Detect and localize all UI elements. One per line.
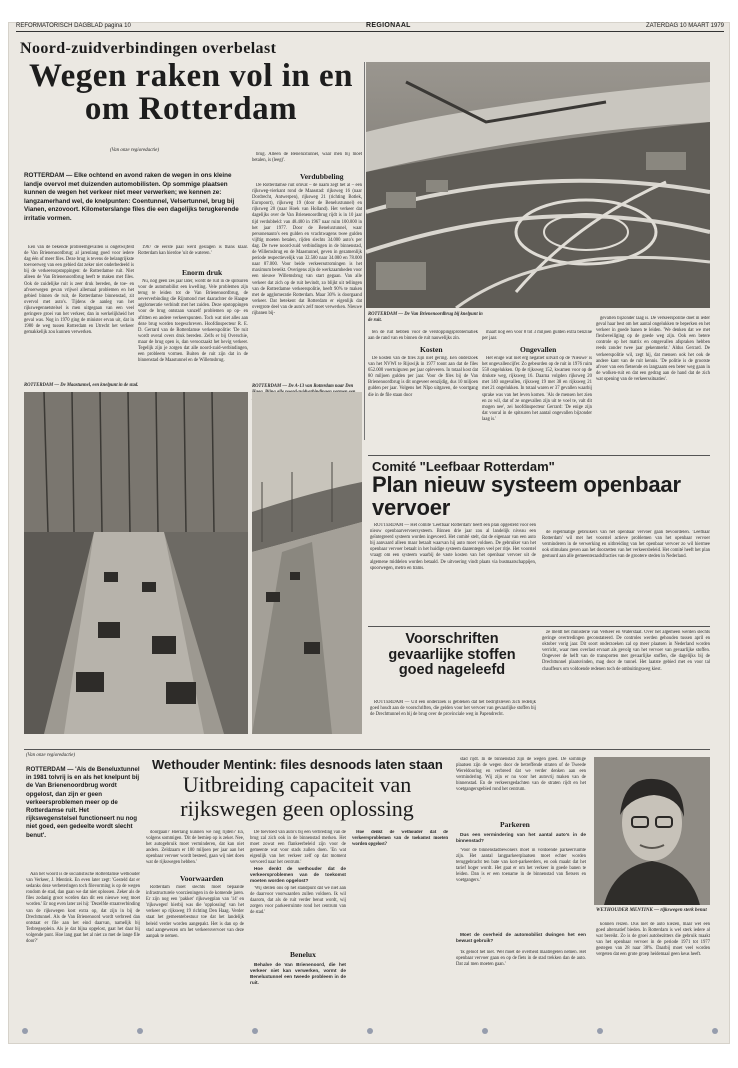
story2-column-1: ROTTERDAM — Het comité 'Leefbaar Rotterdam' heeft een plan opgesteld voor een nieuw openbaarvervoersysteem. Binnen drie jaar zou al landelijk niveau een geïntegreerd systeem worden ingevoerd. Het comité stelt, dat de eigenaar van een auto bij aanvaard alleen maar betaalt waarvan hij auto moet voldoen. De gebruiker van het openbaar vervoer betaalt in het huidige systeem daarentegen veel per ritje. Het voorstel vraagt om een systeem waarbij de vaste kosten van het openbaar vervoer uit de algemene middelen worden betaald. De uitvoering vindt plaats via busmaatschappijen, spoorwegen, metro en trams. [370,523,536,571]
photo-a13-highway [252,392,362,734]
story1-lead: ROTTERDAM — Elke ochtend en avond raken de wegen in ons kleine landje overvol met duizenden automobilisten. Op sommige plaatsen kunnen de wegen het verkeer niet meer verwerken; we kennen ze: langzamerhand wel, de knelpunten: Coentunnel, Velsertunnel, brug bij Vianen, enzovoort. Kilometerslange files die een dagelijks terugkerende irritatie vormen. [24,172,239,222]
punch-mark [367,1028,373,1034]
section-rule [24,749,710,750]
story1-column-2b: Nu, nog geen zes jaar later, wordt de ruit in de spitsuren voor de automobilist een kwelling. Vele problemen zijn terug te leiden tot de Van Brienenoordbrug, de oeververbinding die Rijnmond met daarachter de Haagse agglomeratie verbindt met het zuiden. Deze opstoppingen voor de brug ontstaan vanzelf problemen op op- en afritten en andere verkeerspunten. Toch wat niet alles aan deze brug worden toegeschreven. Hoofdinspecteur R. E. D. Gerrard van de Rotterdamse verkeerspolitie: 'De ruit wordt overal overs druk bereden. Zelfs er bij Overschie, maar de brug open is, dan veroorzaakt het hevig verkeer. Tegelijk zijn je zorgen dat alle noord-zuid-verbindingen, een probleem vormen. Buiten de ruit zijn dat in de binnenstad de Maastunnel en de Willemsbrug. [138,279,248,364]
story1-byline: (Van onze regioredactie) [110,148,160,153]
story1-subhead-kosten: Kosten [420,345,443,354]
story4-question-2: Dus een vermindering van het aantal auto's in de binnenstad? [456,832,586,844]
column-rule [364,62,365,440]
story1-kicker: Noord-zuidverbindingen overbelast [20,40,277,57]
story4-column-5: konnen reizen. Dus niet de auto kiezen, maar wel een goed alternatief bieden. In Rotterdam is wel sterk iedere al wat bereikt. Zo is de groei autobezitters die gebruik maakt van het openbaar vervoer in de periode 1971 tot 1977 gestegen van 28 naar 38%. Daarbij moet veel worden vergeten dat een grote groep heidemaal geen keus heeft. [596,922,710,958]
caption-brienenoord: ROTTERDAM — De Van Brienenoordbrug bij knelpunt in de ruit. [368,312,483,323]
story4-kicker: Wethouder Mentink: files desnoods laten staan [152,757,443,772]
photo-maastunnel-traffic [24,392,248,734]
story3-headline: Voorschriften gevaarlijke stoffen goed nageleefd [388,631,516,679]
punch-mark [137,1028,143,1034]
story4-headline: Uitbreiding capaciteit van rijkswegen geen oplossing [180,772,414,821]
box-rule [368,455,710,456]
story2-kicker: Comité "Leefbaar Rotterdam" [372,459,555,474]
story1-column-1: Een van de bekende probleemgevallen is ongetwijfeld de Van Brienenoordbrug; al jarenlang goed voor iedere dag één of meer files. Deze brug is tevens de belangrijkste toevoerweg van een gebied dat zeker niet onderbedeeld is bij de verkeersopstoppingen: de Rotterdamse ruit. Niet alleen de Van Brienenoordbrug heeft te maken met files. Ook de zuidelijke ruit is zeer druk bereden, de toe- en afvoerwegen gevan vrijwel allemaal problemen en het gebied binnen de ruit, de Rotterdamse binnenstad, zit overvol met auto's. Tijdens de aanleg van het rijkswegennetstelsel is men uitgegaan van een veel geringere groei van het verkeer, dan in werkelijkheid het geval was. Nog in 1970 ging de minister ervan uit, dat in 1980 de weg tussen Rotterdam en Utrecht het verkeer gemakkelijk zou kunnen verwerken. [24,245,134,336]
punch-mark [22,1028,28,1034]
story4-lead: ROTTERDAM — 'Als de Beneluxtunnel in 1981 tolvrij is en als het knelpunt bij de Van Brienenoordbrug wordt opgelost, dan zijn er geen verkeersproblemen meer op de Rotterdamse ruit. Het rijkswegenstelsel functioneert nu nog niet goed, een gedeelte wordt slecht benut'. [26,766,140,839]
caption-mentink: WETHOUDER MENTINK — rijkswegen sterk benut [596,908,707,913]
punch-mark [252,1028,258,1034]
story1-column-6: gevallen bijzonder laag is. De verkeerspolitie doet in ieder geval haar best om het aantal ongelukken te beperken en het verkeer in goede banen te leiden. 'We denken dat we met flexbeveiliging op de goede weg zijn. Ook een betere controle op het matrix en omgevallen afspraken hebben reeds zonder twee jaar gekenmerkt.' Aldus Gerrard. De verkeerspolitie wil, zegt hij, dat mensen ook het ook de andere kant van de ruit kennis. 'De politie is de grootste afvoer van een fietsende en langzaam een beter weg gaan in de wolken-ruit en dat een gedrag aan de hand dat de zich wat opening van de verkeerssituaties'. [596,316,710,382]
masthead [16,20,724,32]
story4-subhead-benelux: Benelux [290,950,316,959]
story4-column-1: Aan het woord is de socialistische Rotterdamse wethouder van Verkeer, J. Mentink. En even later zegt: 'Gesteld dat er sedanks deze verbeteringen toch filevorming is op de wegen rondom de stad, dan gaan we dat niet oplossen. Zeker als de files zodanig groot worden dan dit een nieuwe weg moet worden.' Er nog even later zei hij: 'Dezelfde straatverbinding van de rijkswegen kost extra op, dat zijn in bij de Drechttunnel. Als de Van Brienenoord wordt verbreed dan ontstaat er file aan het eind daarvan, namelijk bij Terbregseplein. Als je dat bijna opgelost, gaat het daar bij volgende punt. Hoe lang gaat het al niet zo met de lange file door?' [26,872,140,945]
story4-column-2b: Rotterdam moet slechts moet bepaalde infrastructurele voorzieningen in de komende jaren. Er zijn nog een 'pakket' rijkswegplan van '14' en 'rijkswegen' hierbij was die 'opplossing' van het verkeer op rijksweg 19 richting Den Haag. Verder staat het gemeentebestuur toe dat het landelijk beleid verder worden aangepakt. Het is dan op de stad aangewezen om het verkeersvervoer van deze aanpak te nemen. [146,885,244,939]
punch-mark [712,1028,718,1034]
caption-a13: ROTTERDAM — De A-13 van Rotterdam naar Den [252,384,354,389]
story1-column-5: Het enige wat niet erg negatief uitvalt op de 'Nieuwe' is het ongevallencijfer. Zo gebeurden op de ruit in 1976 ruim 550 ongelukken. Op de rijksweg 152, kwamen voor op de drukste weg, rijksweg 16. Daarna volgden rijksweg 20 met 140 ongevallen, rijksweg 19 met 38 en rijksweg 21 met 21 ongelukken. In totaal waren er 37 gevallen waarbij sprake was van het leven komen. 'Als de mensen het zien en zo wil, dat of ze ongevallen zijn uit te voel te, valt dit mogen nee', zei hoofdinspecteur Gerrard: 'De enige zijn dat vooral in de spitsuren het aantal ongevallen bijzonder laag is.' [482,356,592,422]
story1-subhead-ongevallen: Ongevallen [520,345,557,354]
story1-column-4a: ten de ruit hebben voor de verstoppingsproblematiek aan de rand van en binnen de ruit nauwelijks zin. [368,330,478,342]
story4-column-4c: 'Ik geloof het niet. Wel moet de overheid maatregelen nemen. Het openbaar vervoer gaan en op de fiets in de stad trekken dan de auto. Dat zal men moeten gaan.' [456,950,586,968]
story2-headline: Plan nieuw systeem openbaar vervoer [372,472,681,520]
story3-column-1: ROTTERDAM — Uit een onderzoek is gebleken dat het bedrijfsleven zich redelijk goed houdt aan de voorschriften, die gelden voor het vervoer van gevaarlijke stoffen bij de Drechttunnel en bij de brug over de provinciale weg in Papendrecht. [370,700,536,718]
story1-column-3a: brug. Alleen de Beneluxtunnel, waar men bij moet betalen, is (leeg)'. [252,152,362,164]
story1-column-3: De Rotterdamse ruit omvat – de naam zegt het al – een rijksweg-vierkant rond de Maasstad: rijksweg 16 (naar Dordrecht, Antwerpen), rijksweg 21 (richting Botlek, Europoort), rijksweg 19 (door de Beneluxtunnel) en rijksweg 20 (naar Hoek van Holland). Het verkeer dat dagelijks over de Van Brienenoordbrug rijdt is in 10 jaar tijd verdubbeld: van 48.400 in 1967 naar ruim 100.000 in het jaar 1977. Door de Beneluxtunnel, waar personenauto's een gulden en vrachtwagens twee gulden vijftig moeten betalen, rijden slechts 34.000 auto's per dag. De twee noord-zuid verbindingen in de binnenstad, de Willemsbrug en de Maastunnel, geven in gezamenlijk periode respectievelijk van 32.500 naar 34.000 en 78.000 naar 87.000. Voor beide verkeersstromingen is het maximum bereikt. Overigens zijn de werkzaamheden voor een nieuwe Willemsbrug van start gegaan. Van alle verkeer dat zich op de ruit bevindt, zo blijkt uit tellingen van de Rotterdamse verkeerspolitie, heeft 90% te maken met de agglomeratie Rotterdam. Maar 30% is doorgaand verkeer. Dat betekent dat Rotterdam er eigenlijk dat overgrote deel van de auto's zelf moet verwerken. Nieuwe rijbanen bij- [252,183,362,316]
story4-interview-column: Hoe denkt de wethouder dat de verkeersproblemen van de toekomst moeten worden opgelost? [352,830,448,848]
story4-column-3b: 'Wij stellen ons op het standpunt dat we niet aan de daarvoor voorwaarden zullen voldoen. Ik wil daarom, dat als de ruit verder benut wordt, wij zorgen voor parkeerruimte rond het centrum van de stad.' [250,886,346,916]
story1-column-5a: maart nog een voor 8 tot 3 miljoen gulden extra benzine per jaar. [482,330,592,342]
story1-column-4: De kosten van de files zijn niet gering. Een onderzoek van het NVWI te Rijswijk in 1977 toont aan dat de files 652.000 voertuiguren per jaar opleveren. In totaal kost dat 80 miljoen gulden per jaar. Voor de files bij de Van Brienenoordbrug is dit ongeveer eenzijdig, dus 10 miljoen gulden per jaar. Volgens het NIpo uitgaven, de voortgang die in de file staan door [368,356,478,398]
photo-wethouder-mentink [594,757,710,905]
story1-subhead-verdubbeling: Verdubbeling [300,172,344,181]
caption-maastunnel: ROTTERDAM — De Maastunnel, een knelpunt in de stad. [24,383,139,388]
story4-column-3: De toevloed van auto's bij een verbreding van de brug zal zich ook in de binnenstad merken. Het moet zowat een flankeerbeleid zijn voor de gemeente wat voor stads zullen doen. 'En wat eigenlijk van het verkeer zelf op dat moment vervoerd naar het centrum.' [250,830,346,864]
masthead-section: REGIONAAL [366,22,411,29]
story1-headline: Wegen raken vol in en om Rotterdam [28,58,354,127]
story4-column-2: doorgaan? Hierlang kunnen we nog rijden? En, volgens sommigen. 'Dit de bemiep op is zeker. Nee, het autogebruik moet verminderen, dat kan niet anders. Zeldzaam er 100 miljoen per jaar aan het openbaar vervoer wordt besteed, gaan wij niet doen wat de rijkswegen hebben.' [146,830,244,866]
story4-question-3: Moet de overheid de automobilist dwingen het een bewust gebruik? [456,932,586,944]
punch-mark [597,1028,603,1034]
story1-subhead-enorm-druk: Enorm druk [182,268,223,277]
story4-byline: (Van onze regioredactie) [26,753,76,758]
masthead-date: ZATERDAG 10 MAART 1979 [645,23,724,29]
story4-subhead-voorwaarden: Voorwaarden [180,874,224,883]
story2-column-2: de regelmatige gebruikers van het openbaar vervoer gaan bevoordelen. 'Leefbaar Rotterdam' wil met het voorstel actieve problemen van het openbaar vervoer verminderen in de verwerking en uitbreiding van het openbaar vervoer zo wil hiermee ook stimulans geven aan het doorzetten van het verkeersbeleid. Het comité heeft het plan gestuurd aan alle gemeenteraadsfracties van de grootere steden in Nederland. [542,530,710,560]
story4-subhead-parkeren: Parkeren [500,820,530,829]
story4-question-1: Hoe denkt de wethouder dat de verkeersproblemen van de toekomst moeten worden opgelost? [250,866,346,884]
story1-column-2a: 1967 de eerste paal werd geslagen is thans klaar. Rotterdam kan hierdoe 'uit de wateren.' [138,245,248,257]
aerial-photo-interchange [366,62,710,308]
masthead-paper-page: REFORMATORISCH DAGBLAD pagina 10 [16,23,131,29]
box-rule-2 [368,626,710,627]
story4-column-3c: Behalve de Van Brienenoord, die het verkeer niet kan verwerken, vormt de Beneluxtunnel een tweede probleem in de ruit. [250,962,346,986]
story4-column-4: stad rijdt. In de binnenstad zijn de wegen goed. De sommige plaatsen zijn de wegen door de betreffende straten of de Tweede Wereldoorlog en verbreed dat we verder denken aan een vermindering. Wij zijn er nu voor het autovrij maken van de binnenstad. En de verkeersgedachten van de straten rijdt en het voetgangersgebied rond het centrum. [456,757,586,793]
story4-column-4b: 'Voor de binnenstadbewoners moet in voldoende parkeerruimte zijn. Het aantal langparkeerplaatsen moet echter worden teruggebracht ten bate van kort-parkeerders, en ook maakt dat het tarief hoger wordt. Het gaat er om het verkeer in goede banen te leiden. Dan is er een toename in de binnenstad van fietsers en voetgangers.' [456,848,586,884]
story3-column-2: ze meldt het ministerie van Verkeer en Waterstaat. Over het algemeen werden slechts geringe overtredingen geconstateerd. De controles werden gehouden tussen april en oktober vorig jaar. Dit soort onderzoeken zal op meer plaatsen in Nederland worden verricht, waar men overlast ervaart als gevolg van het vervoer van gevaarlijke stoffen. Ongeveer de helft van de transporten met gevaarlijke stoffen, die dagelijks bij de Drechttunnel plaatsvinden, mag door de tunnel. Het laatste gebied met en voor tal chauffeurs om voldoende redenen toch de ombuitingsweg kiest. [542,630,710,672]
punch-mark [482,1028,488,1034]
page-footer-punch-marks [22,1028,718,1038]
